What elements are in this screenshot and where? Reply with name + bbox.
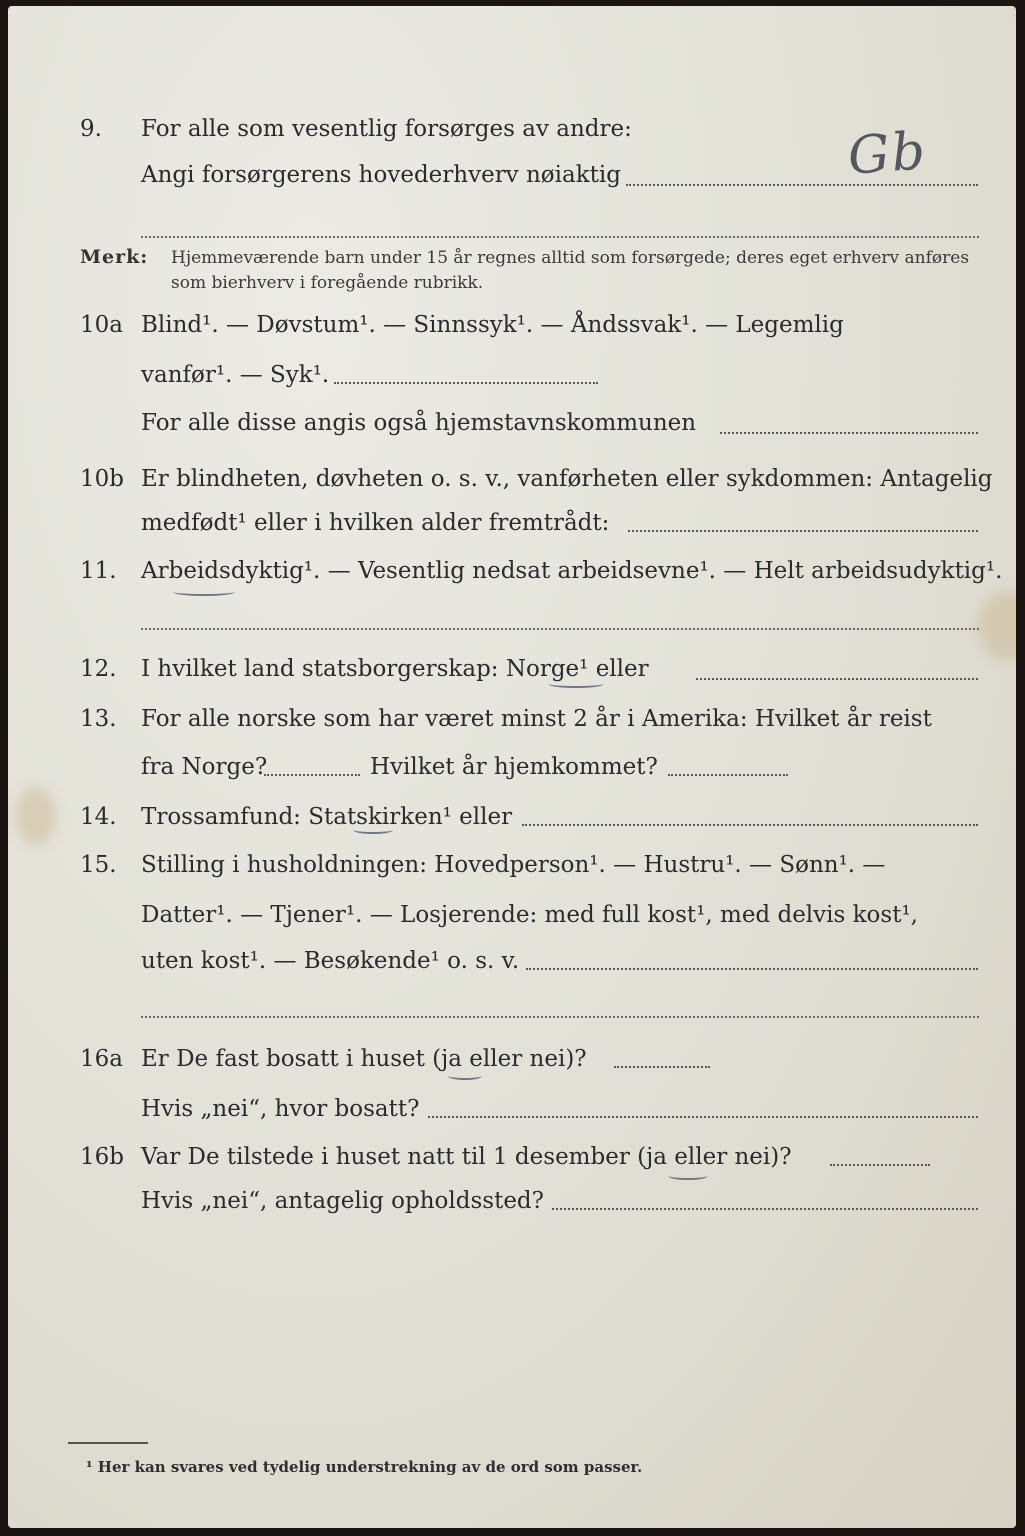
question-text: Er blindheten, døvheten o. s. v., vanførheten eller sykdommen: Antagelig [141,466,993,492]
question-text: Er De fast bosatt i huset (ja eller nei)? [141,1046,587,1072]
underline-mark [548,680,604,688]
handwritten-answer: Gb [846,121,929,187]
question-text: For alle disse angis også hjemstavnskommunen [141,410,697,436]
answer-line[interactable] [830,1164,930,1166]
answer-line[interactable] [614,1066,710,1068]
question-number: 15. [80,852,117,878]
question-text: Blind¹. — Døvstum¹. — Sinnssyk¹. — Åndssvak¹. — Legemlig [141,312,844,338]
stain [978,591,1016,661]
question-text: Var De tilstede i huset natt til 1 desember (ja eller nei)? [141,1144,792,1170]
question-text: I hvilket land statsborgerskap: Norge¹ eller [141,656,649,682]
note-text: Hjemmeværende barn under 15 år regnes alltid som forsørgede; deres eget erhverv anføres som bierhverv i foregående rubrikk. [171,248,970,293]
answer-line[interactable] [522,824,978,826]
answer-line[interactable] [720,432,978,434]
question-number: 14. [80,804,117,830]
question-text: Arbeidsdyktig¹. — Vesentlig nedsat arbeidsevne¹. — Helt arbeidsudyktig¹. [141,558,1003,584]
question-text: Stilling i husholdningen: Hovedperson¹. — Hustru¹. — Sønn¹. — [141,852,886,878]
question-text: Hvis „nei“, hvor bosatt? [141,1096,420,1122]
question-number: 9. [80,116,102,142]
answer-line[interactable] [428,1116,978,1118]
footnote-rule [68,1442,148,1444]
question-text: For alle som vesentlig forsørges av andre: [141,116,632,142]
underline-mark [173,588,235,596]
answer-line[interactable] [334,382,598,384]
question-number: 10b [80,466,124,492]
underline-mark [668,1172,708,1180]
question-number: 16b [80,1144,124,1170]
answer-line[interactable] [141,236,979,238]
underline-mark [448,1072,482,1080]
question-number: 11. [80,558,117,584]
question-text: Angi forsørgerens hovederhverv nøiaktig [141,162,621,188]
question-text: medfødt¹ eller i hvilken alder fremtrådt: [141,510,610,536]
answer-line[interactable] [626,184,978,186]
answer-line[interactable] [141,628,979,630]
stain [16,786,56,846]
question-text: Trossamfund: Statskirken¹ eller [141,804,513,830]
question-number: 10a [80,312,123,338]
question-number: 13. [80,706,117,732]
answer-line[interactable] [628,530,978,532]
question-text: Hvilket år hjemkommet? [370,754,658,780]
question-text: uten kost¹. — Besøkende¹ o. s. v. [141,948,520,974]
question-text: Hvis „nei“, antagelig opholdssted? [141,1188,544,1214]
answer-line[interactable] [552,1208,978,1210]
answer-line[interactable] [668,774,788,776]
underline-mark [353,826,393,834]
question-number: 16a [80,1046,123,1072]
answer-line[interactable] [526,968,978,970]
answer-line[interactable] [141,1016,979,1018]
question-text: For alle norske som har været minst 2 år i Amerika: Hvilket år reist [141,706,932,732]
question-text: vanfør¹. — Syk¹. [141,362,330,388]
note-label: Merk: [80,246,149,268]
footnote: ¹ Her kan svares ved tydelig understrekning av de ord som passer. [86,1458,643,1476]
census-form-page [8,6,1016,1528]
answer-line[interactable] [264,774,360,776]
question-number: 12. [80,656,117,682]
question-text: fra Norge? [141,754,268,780]
answer-line[interactable] [696,678,978,680]
question-text: Datter¹. — Tjener¹. — Losjerende: med full kost¹, med delvis kost¹, [141,902,918,928]
